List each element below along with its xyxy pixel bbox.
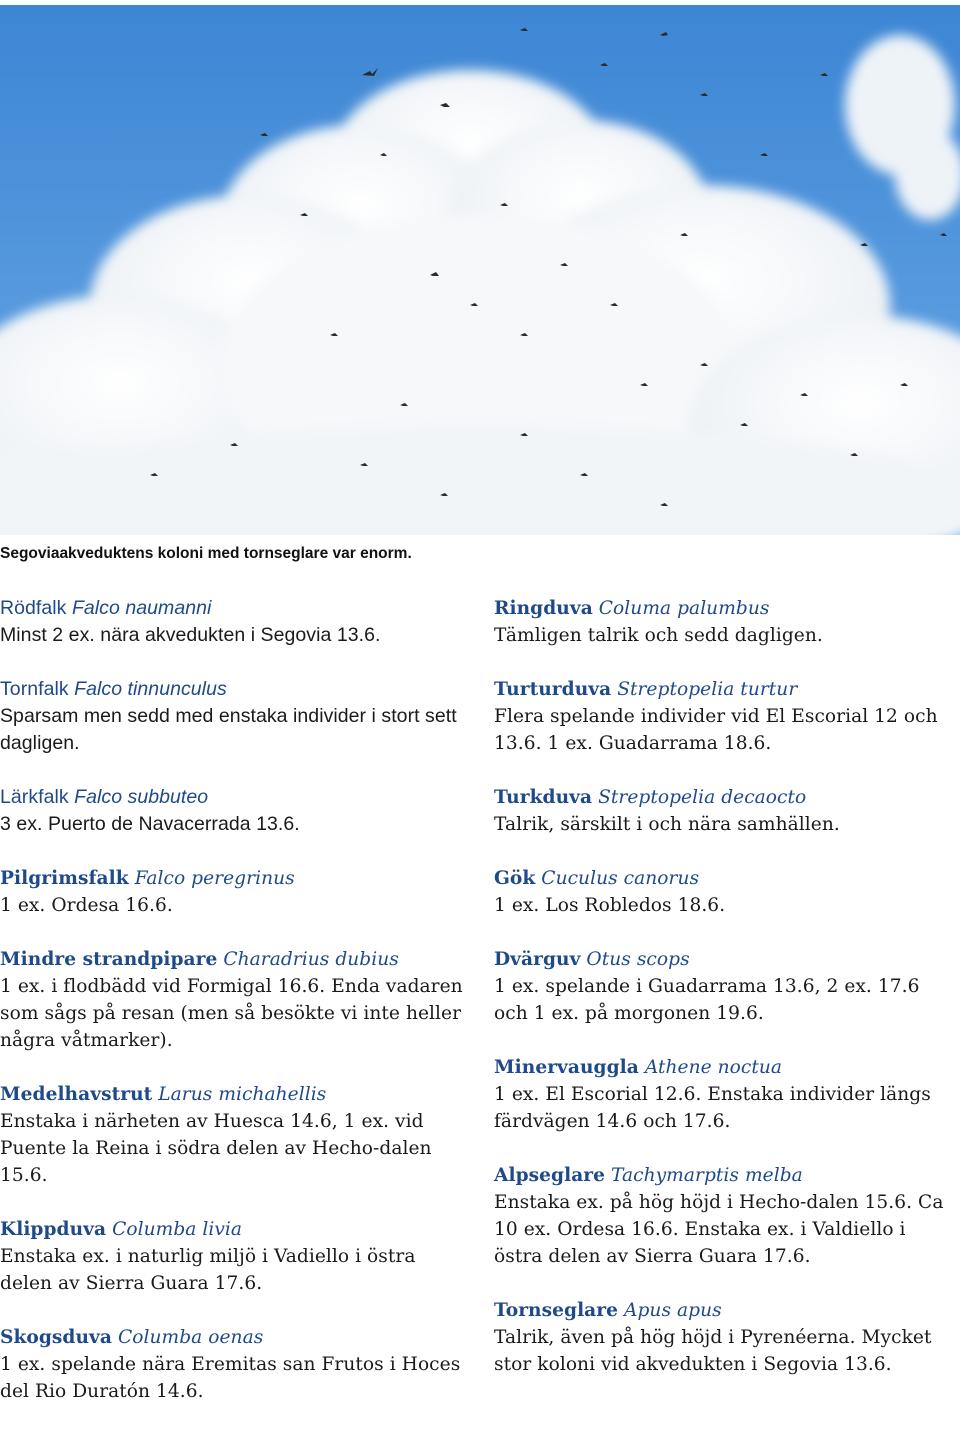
species-heading xyxy=(494,1162,956,1189)
species-latin-name: Streptopelia turtur xyxy=(617,679,798,700)
sky-with-swifts-photo xyxy=(0,5,960,535)
species-heading xyxy=(494,676,956,703)
species-common-name: Lärkfalk xyxy=(0,786,69,808)
species-observation: Sparsam men sedd med enstaka individer i stort sett dagligen. xyxy=(0,705,457,754)
species-entry xyxy=(494,865,956,919)
species-entry xyxy=(494,946,956,1027)
species-entry xyxy=(494,1162,956,1270)
species-heading xyxy=(0,1324,470,1351)
species-latin-name: Columba oenas xyxy=(117,1327,264,1348)
species-latin-name: Columba livia xyxy=(112,1219,243,1240)
species-heading xyxy=(494,1054,956,1081)
species-observation: 1 ex. Los Robledos 18.6. xyxy=(494,895,726,916)
species-heading xyxy=(494,1297,956,1324)
species-common-name: Tornfalk xyxy=(0,678,69,700)
species-observation: Enstaka i närheten av Huesca 14.6, 1 ex. vid Puente la Reina i södra delen av Hecho-dalen 15.6. xyxy=(0,1111,432,1186)
species-common-name: Mindre strandpipare xyxy=(0,949,218,970)
species-heading xyxy=(494,946,956,973)
species-common-name: Skogsduva xyxy=(0,1327,113,1348)
species-observation: Talrik, särskilt i och nära samhällen. xyxy=(494,814,840,835)
species-common-name: Turturduva xyxy=(494,679,612,700)
species-entry xyxy=(494,1297,956,1378)
species-heading xyxy=(0,865,470,892)
species-entry xyxy=(0,1081,470,1189)
species-observation: 1 ex. Ordesa 16.6. xyxy=(0,895,173,916)
species-entry xyxy=(0,946,470,1054)
species-entry xyxy=(0,784,470,838)
species-latin-name: Falco tinnunculus xyxy=(74,678,227,700)
species-heading xyxy=(0,1081,470,1108)
species-entry xyxy=(494,1054,956,1135)
species-observation: 1 ex. El Escorial 12.6. Enstaka individer längs färdvägen 14.6 och 17.6. xyxy=(494,1084,931,1132)
species-entry xyxy=(0,595,470,649)
species-latin-name: Apus apus xyxy=(623,1300,722,1321)
species-latin-name: Falco naumanni xyxy=(71,597,212,619)
species-latin-name: Otus scops xyxy=(586,949,690,970)
species-common-name: Ringduva xyxy=(494,598,593,619)
species-common-name: Gök xyxy=(494,868,536,889)
species-latin-name: Athene noctua xyxy=(644,1057,783,1078)
species-observation: Enstaka ex. i naturlig miljö i Vadiello i östra delen av Sierra Guara 17.6. xyxy=(0,1246,416,1294)
species-heading xyxy=(0,595,470,622)
species-heading xyxy=(0,784,470,811)
species-entry xyxy=(0,1216,470,1297)
species-observation: Enstaka ex. på hög höjd i Hecho-dalen 15.6. Ca 10 ex. Ordesa 16.6. Enstaka ex. i Valdiello i östra delen av Sierra Guara 17.6. xyxy=(494,1192,944,1267)
species-common-name: Tornseglare xyxy=(494,1300,619,1321)
photo-caption: Segoviaakveduktens koloni med tornseglare var enorm. xyxy=(0,545,412,562)
species-observation: Flera spelande individer vid El Escorial 12 och 13.6. 1 ex. Guadarrama 18.6. xyxy=(494,706,938,754)
species-observation: 3 ex. Puerto de Navacerrada 13.6. xyxy=(0,813,300,835)
species-common-name: Klippduva xyxy=(0,1219,107,1240)
left-column xyxy=(0,595,470,1432)
species-observation: Tämligen talrik och sedd dagligen. xyxy=(494,625,823,646)
species-latin-name: Cuculus canorus xyxy=(541,868,700,889)
species-observation: 1 ex. i flodbädd vid Formigal 16.6. Enda vadaren som sågs på resan (men så besökte vi inte heller några våtmarker). xyxy=(0,976,463,1051)
species-entry xyxy=(0,1324,470,1405)
species-observation: 1 ex. spelande i Guadarrama 13.6, 2 ex. 17.6 och 1 ex. på morgonen 19.6. xyxy=(494,976,920,1024)
species-latin-name: Falco peregrinus xyxy=(134,868,295,889)
species-latin-name: Falco subbuteo xyxy=(74,786,209,808)
species-observation: 1 ex. spelande nära Eremitas san Frutos i Hoces del Rio Duratón 14.6. xyxy=(0,1354,461,1402)
species-heading xyxy=(494,595,956,622)
species-heading xyxy=(0,1216,470,1243)
species-heading xyxy=(494,784,956,811)
species-common-name: Dvärguv xyxy=(494,949,581,970)
species-common-name: Turkduva xyxy=(494,787,593,808)
species-latin-name: Charadrius dubius xyxy=(223,949,399,970)
species-common-name: Rödfalk xyxy=(0,597,67,619)
species-heading xyxy=(494,865,956,892)
species-heading xyxy=(0,676,470,703)
species-latin-name: Streptopelia decaocto xyxy=(598,787,807,808)
species-common-name: Pilgrimsfalk xyxy=(0,868,129,889)
species-observation: Minst 2 ex. nära akvedukten i Segovia 13.6. xyxy=(0,624,381,646)
species-latin-name: Tachymarptis melba xyxy=(611,1165,803,1186)
species-latin-name: Larus michahellis xyxy=(158,1084,327,1105)
species-entry xyxy=(0,676,470,757)
photo-illustration xyxy=(0,5,960,535)
species-entry xyxy=(494,595,956,649)
species-entry xyxy=(494,676,956,757)
species-observation: Talrik, även på hög höjd i Pyrenéerna. Mycket stor koloni vid akvedukten i Segovia 13.6. xyxy=(494,1327,932,1375)
species-latin-name: Columa palumbus xyxy=(598,598,770,619)
species-entry xyxy=(494,784,956,838)
species-common-name: Medelhavstrut xyxy=(0,1084,153,1105)
species-common-name: Alpseglare xyxy=(494,1165,606,1186)
species-entry xyxy=(0,865,470,919)
species-common-name: Minervauggla xyxy=(494,1057,639,1078)
right-column xyxy=(494,595,956,1405)
species-heading xyxy=(0,946,470,973)
